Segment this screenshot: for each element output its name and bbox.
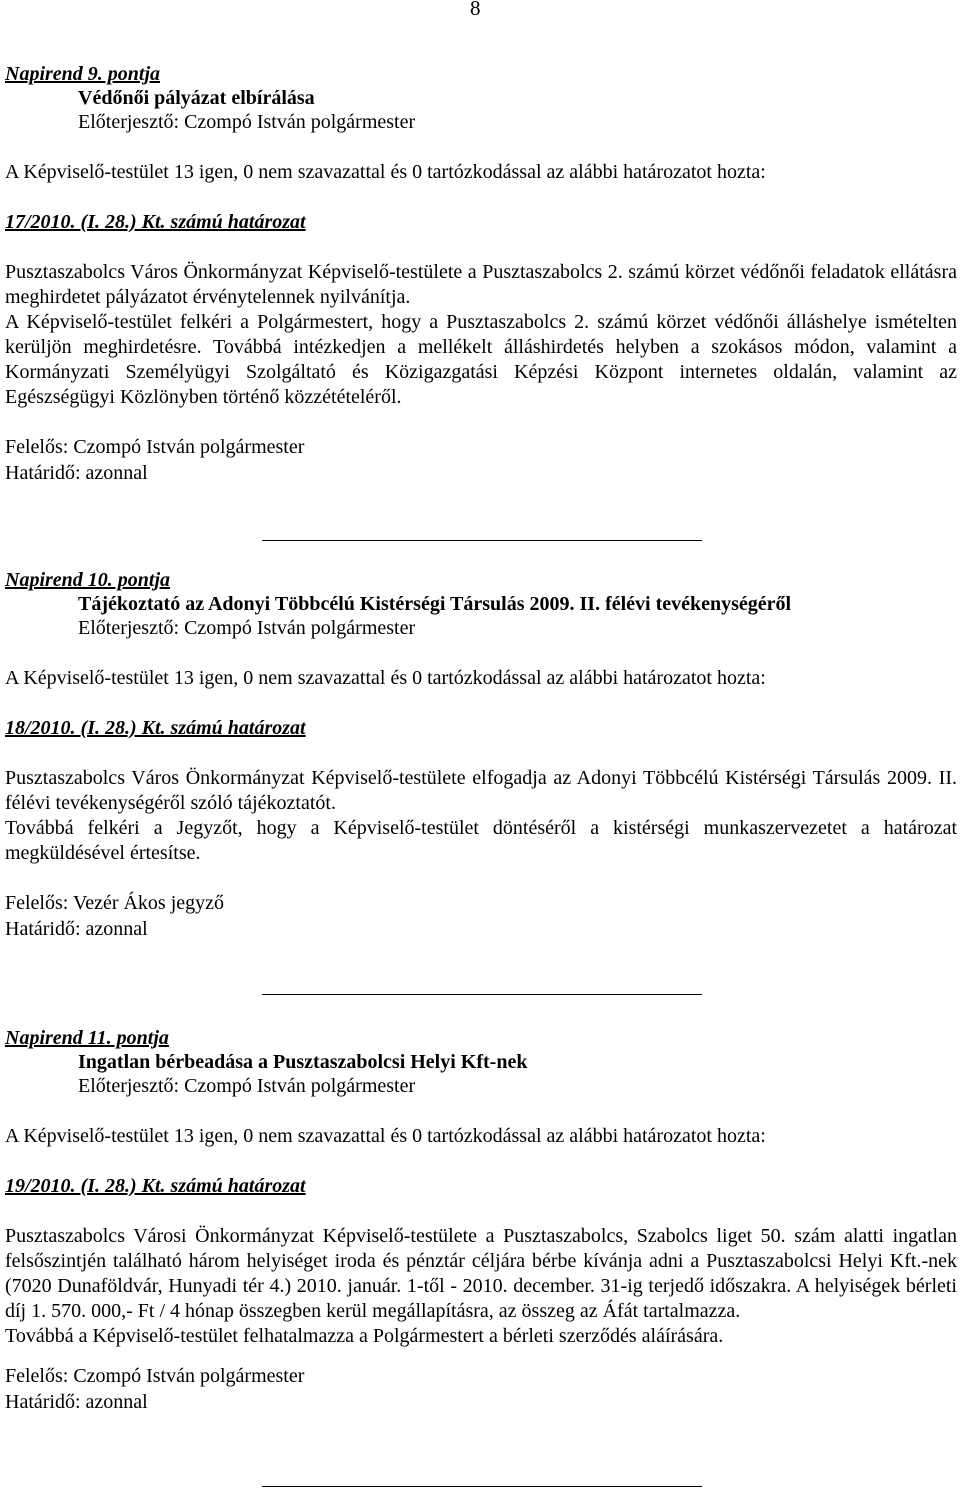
page-number: 8 xyxy=(470,0,481,20)
agenda-item-11 xyxy=(5,1026,957,1415)
resolution-number: 18/2010. (I. 28.) Kt. számú határozat xyxy=(5,717,306,739)
vote-line: A Képviselő-testület 13 igen, 0 nem szavazattal és 0 tartózkodással az alábbi határozatot hozta: xyxy=(5,161,766,183)
agenda-title: Védőnői pályázat elbírálása xyxy=(78,87,315,109)
responsible-line: Felelős: Czompó István polgármester xyxy=(5,1365,305,1387)
responsible-line: Felelős: Vezér Ákos jegyző xyxy=(5,892,225,914)
deadline-line: Határidő: azonnal xyxy=(5,462,148,484)
section-divider xyxy=(262,1486,702,1487)
agenda-heading: Napirend 10. pontja xyxy=(5,569,171,591)
deadline-line: Határidő: azonnal xyxy=(5,918,148,940)
agenda-heading: Napirend 9. pontja xyxy=(5,63,161,85)
resolution-number: 17/2010. (I. 28.) Kt. számú határozat xyxy=(5,211,306,233)
responsible-line: Felelős: Czompó István polgármester xyxy=(5,436,305,458)
vote-line: A Képviselő-testület 13 igen, 0 nem szavazattal és 0 tartózkodással az alábbi határozatot hozta: xyxy=(5,1125,766,1147)
presenter-line: Előterjesztő: Czompó István polgármester xyxy=(78,617,416,639)
agenda-title: Ingatlan bérbeadása a Pusztaszabolcsi Helyi Kft-nek xyxy=(78,1051,528,1073)
agenda-item-10 xyxy=(5,568,957,942)
resolution-paragraph: Továbbá felkéri a Jegyzőt, hogy a Képviselő-testület döntéséről a kistérségi munkaszervezetet a határozat megküldésével értesítse. xyxy=(5,817,957,864)
resolution-paragraph: Pusztaszabolcs Város Önkormányzat Képviselő-testülete elfogadja az Adonyi Többcélú Kistérségi Társulás 2009. II. félévi tevékenységéről szóló tájékoztatót. xyxy=(5,767,957,814)
section-divider xyxy=(262,540,702,541)
agenda-heading: Napirend 11. pontja xyxy=(5,1027,169,1049)
resolution-paragraph: A Képviselő-testület felkéri a Polgármestert, hogy a Pusztaszabolcs 2. számú körzet védőnői álláshelye ismételten kerüljön meghirdetésre. Továbbá intézkedjen a mellékelt álláshirdetés helyben a szokásos módon, valamint a Kormányzati Személyügyi Szolgáltató és Közigazgatási Képzési Központ internetes oldalán, valamint az Egészségügyi Közlönyben történő közzétételéről. xyxy=(5,311,957,408)
section-divider xyxy=(262,994,702,995)
resolution-paragraph: Pusztaszabolcs Városi Önkormányzat Képviselő-testülete a Pusztaszabolcs, Szabolcs liget 50. szám alatti ingatlan felsőszintjén található három helyiséget iroda és pénztár céljára bérbe kívánja adni a Pusztaszabolcsi Helyi Kft.-nek (7020 Dunaföldvár, Hunyadi tér 4.) 2010. január. 1-től - 2010. december. 31-ig terjedő időszakra. A helyiségek bérleti díj 1. 570. 000,- Ft / 4 hónap összegben kerül megállapításra, az összeg az Áfát tartalmazza. xyxy=(5,1225,957,1322)
agenda-item-9 xyxy=(5,62,957,486)
resolution-paragraph: Pusztaszabolcs Város Önkormányzat Képviselő-testülete a Pusztaszabolcs 2. számú körzet védőnői feladatok ellátásra meghirdetet pályázatot érvénytelennek nyilvánítja. xyxy=(5,261,957,308)
deadline-line: Határidő: azonnal xyxy=(5,1391,148,1413)
agenda-title: Tájékoztató az Adonyi Többcélú Kistérségi Társulás 2009. II. félévi tevékenységéről xyxy=(78,593,792,615)
resolution-paragraph: Továbbá a Képviselő-testület felhatalmazza a Polgármestert a bérleti szerződés aláírására. xyxy=(5,1325,724,1347)
presenter-line: Előterjesztő: Czompó István polgármester xyxy=(78,111,416,133)
presenter-line: Előterjesztő: Czompó István polgármester xyxy=(78,1075,416,1097)
vote-line: A Képviselő-testület 13 igen, 0 nem szavazattal és 0 tartózkodással az alábbi határozatot hozta: xyxy=(5,667,766,689)
resolution-number: 19/2010. (I. 28.) Kt. számú határozat xyxy=(5,1175,306,1197)
